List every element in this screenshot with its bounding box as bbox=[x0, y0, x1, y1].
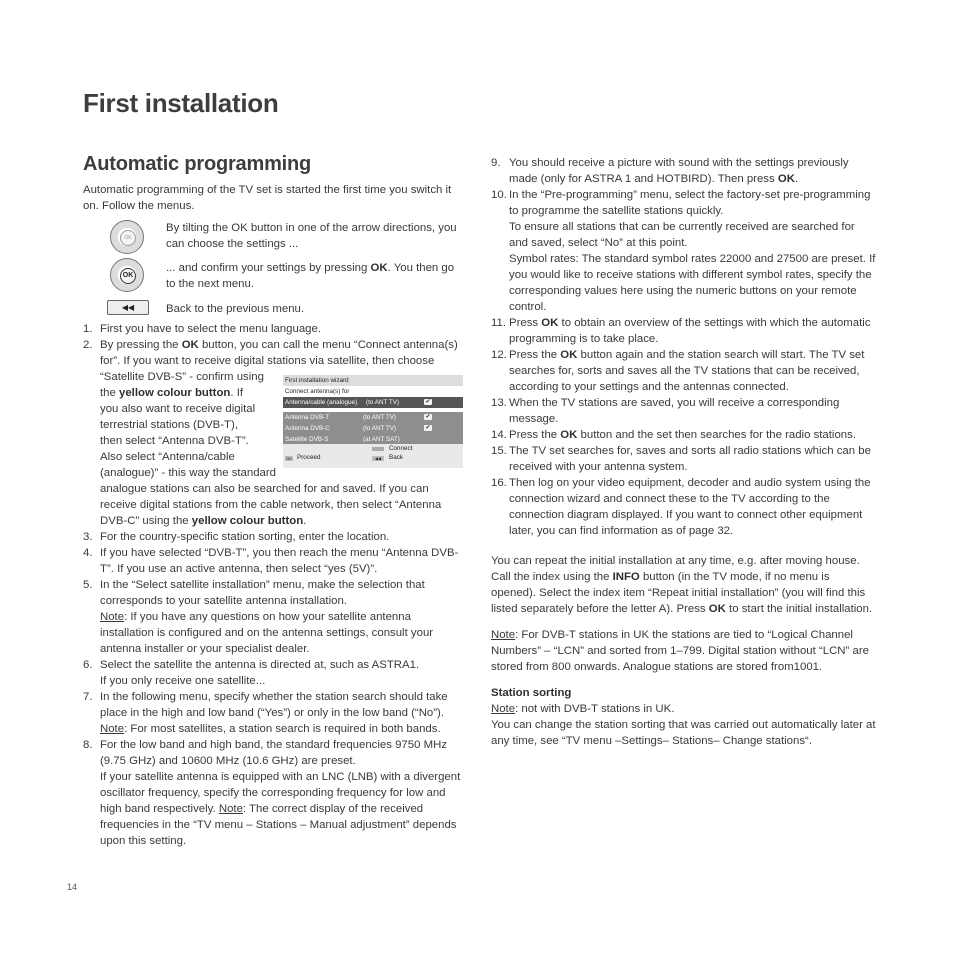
back-label: Back bbox=[389, 454, 403, 461]
lcn-note-paragraph: Note: For DVB-T stations in UK the stations are tied to “Logical Channel Numbers” – “LCN” and sorted from 1–799. Digital station without “LCN” are stored from 800 onwards. Analogue stations are stored from1001. bbox=[491, 629, 869, 673]
ok-button-icon: OK bbox=[120, 268, 136, 284]
station-sorting-note: Note: not with DVB-T stations in UK. bbox=[491, 703, 675, 715]
intro-paragraph: Automatic programming of the TV set is started the first time you switch it on. Follow the menus. bbox=[83, 184, 452, 212]
back-button-icon: ◀◀ bbox=[107, 300, 149, 315]
ok-dial-tilt-icon bbox=[110, 220, 144, 254]
list-item: 11. Press OK to obtain an overview of the settings with which the automatic programming is to take place. bbox=[491, 317, 871, 345]
ok-dial-press-icon bbox=[110, 258, 144, 292]
list-item: 1. First you have to select the menu language. bbox=[83, 323, 321, 335]
list-item: 6. Select the satellite the antenna is directed at, such as ASTRA1. If you only receive one satellite... bbox=[83, 659, 420, 687]
list-item: 2. By pressing the OK button, you can call the menu “Connect antenna(s) for”. If you want to receive digital stations via satellite, then choose “Satellite DVB-S” - confirm using the yellow colour button. If you also want to receive digital terrestrial stations (DVB-T), then select “Antenna DVB-T”. Also select “Antenna/cable (analogue)” - this way the standard analogue stations can also be searched for and saved. If you can receive digital stations from the cable network, then select “Antenna DVB-C” using the yellow colour button. bbox=[83, 339, 458, 527]
tv-menu-subtitle: Connect antenna(s) for bbox=[283, 386, 463, 397]
list-item: 3. For the country-specific station sorting, enter the location. bbox=[83, 531, 390, 543]
check-icon: ✔ bbox=[425, 425, 431, 431]
proceed-label: Proceed bbox=[297, 454, 321, 461]
tv-menu-footer bbox=[283, 444, 463, 468]
tv-menu-options bbox=[283, 412, 463, 446]
tv-menu-row: Satellite DVB-S (at ANT SAT) bbox=[285, 436, 400, 443]
page-title: First installation bbox=[83, 88, 279, 118]
tv-menu-title: First installation wizard bbox=[283, 375, 463, 386]
list-item: 7. In the following menu, specify whether the station search should take place in the high and low band (“Yes”) or only in the low band (“No”). Note: For most satellites, a station search is required in both bands. bbox=[83, 691, 448, 735]
ok-key-icon: OK bbox=[286, 456, 292, 461]
right-column bbox=[491, 155, 876, 749]
list-item: 4. If you have selected “DVB-T”, you then reach the menu “Antenna DVB-T”. If you use an active antenna, then select “yes (5V)”. bbox=[83, 547, 459, 575]
ok-button-icon: OK bbox=[120, 230, 136, 246]
list-item: 5. In the “Select satellite installation” menu, make the selection that corresponds to your satellite antenna installation. Note: If you have any questions on how your satellite antenna installation is configured and on the antenna settings, consult your antenna installer or your specialist dealer. bbox=[83, 579, 434, 655]
list-item: 16. Then log on your video equipment, decoder and audio system using the connection wizard and connect these to the TV according to the connection diagram displayed. If you want to connect other equipment later, you can find information as of page 32. bbox=[491, 477, 871, 537]
check-icon: ✔ bbox=[425, 399, 431, 405]
list-item: 8. For the low band and high band, the standard frequencies 9750 MHz (9.75 GHz) and 10600 MHz (10.6 GHz) are preset. If your satellite antenna is equipped with an LNC (LNB) with a divergent oscillator frequency, specify the corresponding frequency for low and high band respectively. Note: The correct display of the received frequencies in the “TV menu – Stations – Manual adjustment” depends upon this setting. bbox=[83, 739, 461, 847]
page-number: 14 bbox=[67, 882, 78, 892]
list-item: 14. Press the OK button and the set then searches for the radio stations. bbox=[491, 429, 856, 441]
list-item: 12. Press the OK button again and the station search will start. The TV set searches for, sorts and saves all the TV stations that can be received, according to your settings and the antennas connected. bbox=[491, 349, 865, 393]
list-item: 10. In the “Pre-programming” menu, select the factory-set pre-programming to programme the satellite stations quickly. To ensure all stations that can be currently received are searched for and saved, select “No” at this point. Symbol rates: The standard symbol rates 22000 and 27500 are preset. If you would like to receive stations with different symbol rates, specify the corresponding values here using the numeric buttons on your remote control. bbox=[491, 189, 876, 313]
list-item: 15. The TV set searches for, saves and sorts all radio stations which can be received with your antenna system. bbox=[491, 445, 871, 473]
tv-menu-screenshot bbox=[283, 375, 463, 468]
tv-menu-row-selected: Antenna/cable (analogue) (to ANT TV) ✔ bbox=[283, 397, 463, 408]
repeat-install-paragraph: You can repeat the initial installation at any time, e.g. after moving house. Call the index using the INFO button (in the TV mode, if no menu is opened). Select the index item “Repeat initial installation” (you will find this listed separately before the letter A). Press OK to start the initial installation. bbox=[491, 555, 873, 615]
list-item: 13. When the TV stations are saved, you will receive a corresponding message. bbox=[491, 397, 840, 425]
station-sorting-heading: Station sorting bbox=[491, 687, 572, 699]
icon2-description: ... and confirm your settings by pressing OK. You then go to the next menu. bbox=[166, 262, 455, 290]
connect-key-icon bbox=[372, 447, 384, 451]
list-item: 9. You should receive a picture with sound with the settings previously made (only for ASTRA 1 and HOTBIRD). Then press OK. bbox=[491, 157, 849, 185]
check-icon: ✔ bbox=[425, 414, 431, 420]
station-sorting-paragraph: You can change the station sorting that was carried out automatically later at any time, see “TV menu –Settings– Stations– Change stations“. bbox=[491, 719, 876, 747]
connect-label: Connect bbox=[389, 445, 413, 452]
section-title: Automatic programming bbox=[83, 153, 312, 175]
tv-menu-row: Antenna DVB-T (to ANT TV) ✔ bbox=[285, 414, 431, 421]
tv-menu-row: Antenna DVB-C (to ANT TV) ✔ bbox=[285, 425, 431, 432]
icon1-description: By tilting the OK button in one of the arrow directions, you can choose the settings ... bbox=[166, 222, 457, 250]
left-column bbox=[83, 182, 465, 214]
back-key-icon: ◀◀ bbox=[372, 456, 384, 461]
icon3-description: Back to the previous menu. bbox=[166, 303, 305, 315]
